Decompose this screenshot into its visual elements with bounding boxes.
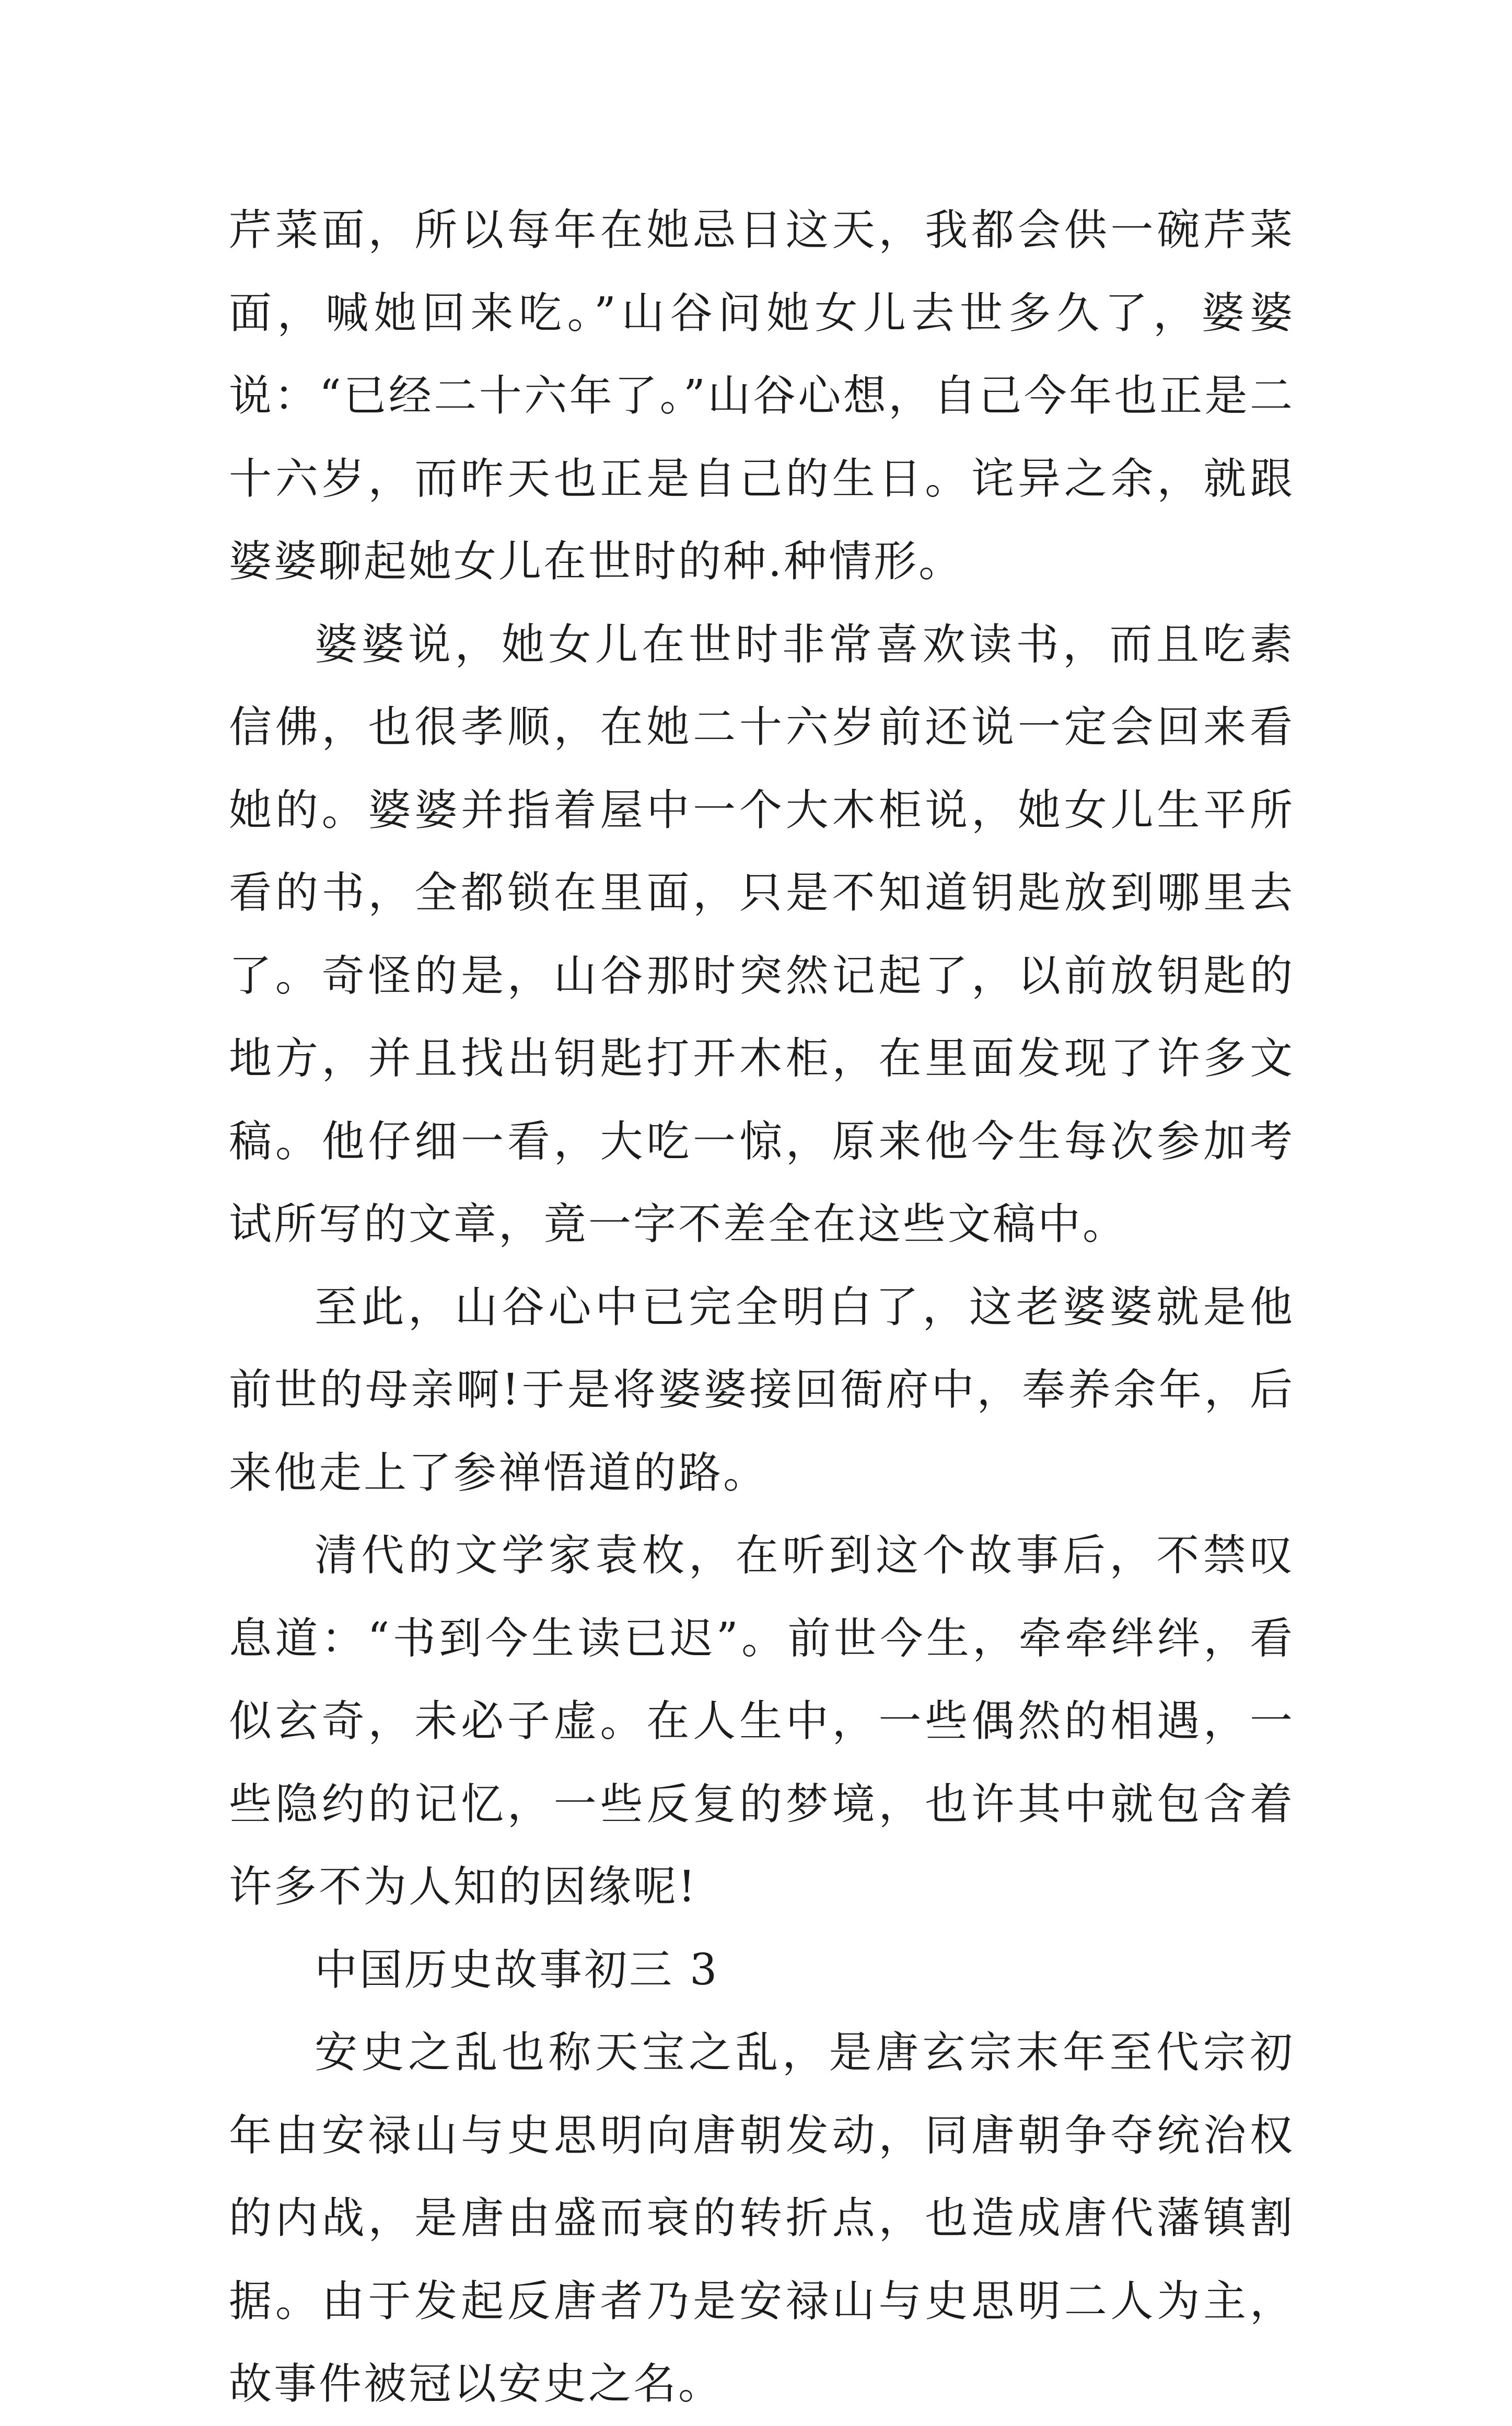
document-body <box>229 189 1295 2426</box>
section-heading: 中国历史故事初三 3 <box>315 1945 719 1995</box>
paragraph-yuan-mei: 清代的文学家袁枚，在听到这个故事后，不禁叹息道：“书到今生读已迟”。前世今生，牵牵绊绊，看似玄奇，未必子虚。在人生中，一些偶然的相遇，一些隐约的记忆，一些反复的梦境，也许其中就包含着许多不为人知的因缘呢! <box>229 1531 1295 1912</box>
paragraph-mother-story: 婆婆说，她女儿在世时非常喜欢读书，而且吃素信佛，也很孝顺，在她二十六岁前还说一定会回来看她的。婆婆并指着屋中一个大木柜说，她女儿生平所看的书，全都锁在里面，只是不知道钥匙放到哪里去了。奇怪的是，山谷那时突然记起了，以前放钥匙的地方，并且找出钥匙打开木柜，在里面发现了许多文稿。他仔细一看，大吃一惊，原来他今生每次参加考试所写的文章，竟一字不差全在这些文稿中。 <box>229 619 1295 1249</box>
paragraph-realization: 至此，山谷心中已完全明白了，这老婆婆就是他前世的母亲啊!于是将婆婆接回衙府中，奉养余年，后来他走上了参禅悟道的路。 <box>229 1282 1295 1498</box>
paragraph-continuation: 芹菜面，所以每年在她忌日这天，我都会供一碗芹菜面，喊她回来吃。”山谷问她女儿去世多久了，婆婆说：“已经二十六年了。”山谷心想，自己今年也正是二十六岁，而昨天也正是自己的生日。诧异之余，就跟婆婆聊起她女儿在世时的种.种情形。 <box>229 205 1295 586</box>
paragraph-an-shi-rebellion: 安史之乱也称天宝之乱，是唐玄宗末年至代宗初年由安禄山与史思明向唐朝发动，同唐朝争夺统治权的内战，是唐由盛而衰的转折点，也造成唐代藩镇割据。由于发起反唐者乃是安禄山与史思明二人为主，故事件被冠以安史之名。 <box>229 2028 1295 2409</box>
